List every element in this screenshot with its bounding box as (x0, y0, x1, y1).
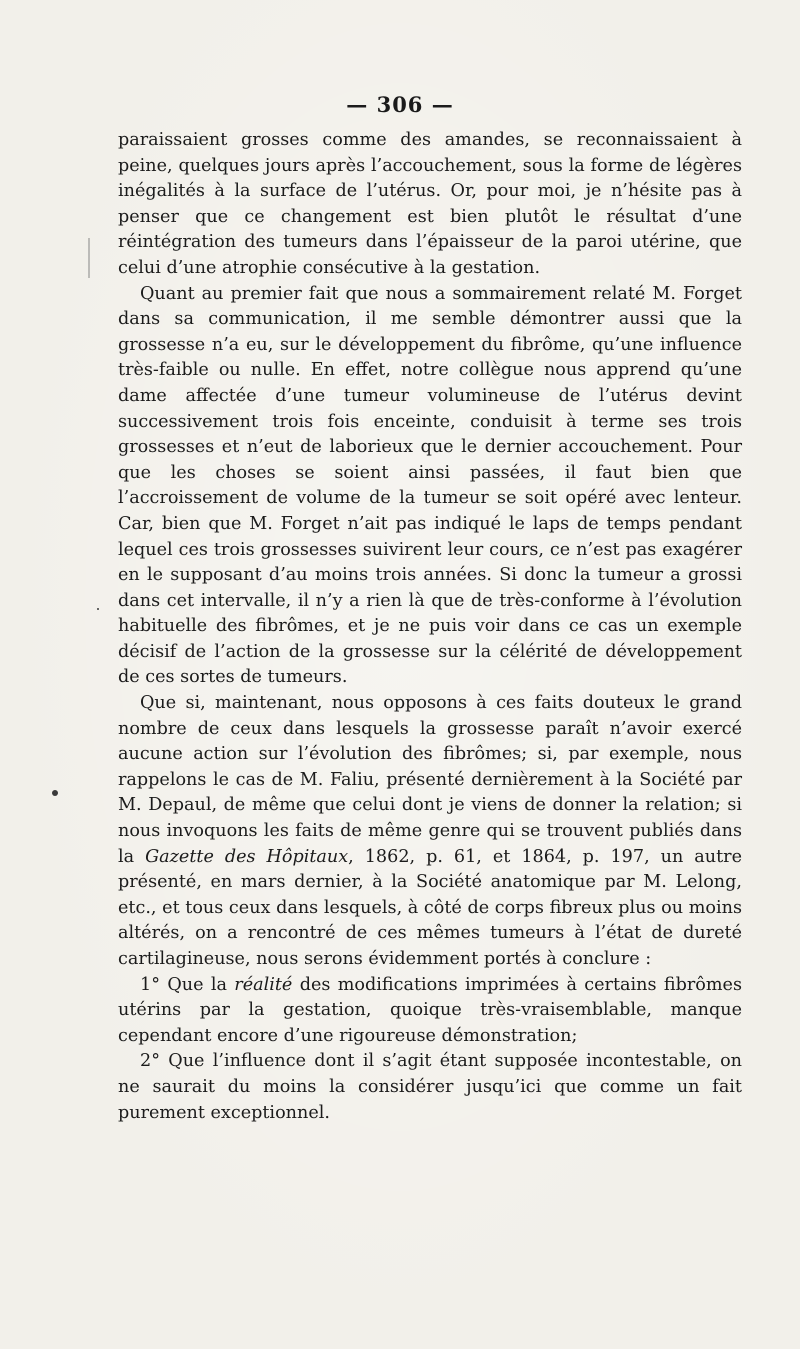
paragraph-3-text-after: , 1862, p. 61, et 1864, p. 197, un autre présenté, en mars dernier, à la Société anatomique par M. Lelong, etc., et tous ceux dans lesquels, à côté de corps fibreux plus ou moins altérés, on a rencontré de ces mêmes tumeurs à l’état de dureté cartilagineuse, nous serons évidemment portés à conclure : (118, 846, 742, 969)
conclusion-2 (118, 1049, 742, 1126)
page-number: — 306 — (346, 92, 454, 117)
paragraph-3 (118, 691, 742, 973)
paragraph-2 (118, 282, 742, 692)
conclusion-1 (118, 973, 742, 1050)
ink-speck (97, 608, 99, 610)
paragraph-3-text-before: Que si, maintenant, nous opposons à ces faits douteux le grand nombre de ceux dans lesquels la grossesse paraît n’avoir exercé aucune action sur l’évolution des fibrômes; si, par exemple, nous rappelons le cas de M. Faliu, présenté dernièrement à la Société par M. Depaul, de même que celui dont je viens de donner la relation; si nous invoquons les faits de même genre qui se trouvent publiés dans la (118, 693, 742, 867)
paragraph-2-text: Quant au premier fait que nous a sommairement relaté M. Forget dans sa communication, il me semble démontrer aussi que la grossesse n’a eu, sur le développement du fibrôme, qu’une influence très-faible ou nulle. En effet, notre collègue nous apprend qu’une dame affectée d’une tumeur volumineuse de l’utérus devint successivement trois fois enceinte, conduisit à terme ses trois grossesses et n’eut de laborieux que le dernier accouchement. Pour que les choses se soient ainsi passées, il faut bien que l’accroissement de volume de la tumeur se soit opéré avec lenteur. Car, bien que M. Forget n’ait pas indiqué le laps de temps pendant lequel ces trois grossesses suivirent leur cours, ce n’est pas exagérer en le supposant d’au moins trois années. Si donc la tumeur a grossi dans cet intervalle, il n’y a rien là que de très-conforme à l’évolution habituelle des fibrômes, et je ne puis voir dans ce cas un exemple décisif de l’action de la grossesse sur la célérité de développement de ces sortes de tumeurs. (118, 283, 742, 688)
conclusion-2-text: 2° Que l’influence dont il s’agit étant supposée incontestable, on ne saurait du moins la considérer jusqu’ici que comme un fait purement exceptionnel. (118, 1051, 742, 1123)
conclusion-1-text-after: des modifications imprimées à certains fibrômes utérins par la gestation, quoique très-vraisemblable, manque cependant encore d’une rigoureuse démonstration; (118, 974, 742, 1046)
conclusion-1-text-before: 1° Que la (140, 974, 235, 995)
paragraph-1-text: paraissaient grosses comme des amandes, se reconnaissaient à peine, quelques jours après l’accouchement, sous la forme de légères inégalités à la surface de l’utérus. Or, pour moi, je n’hésite pas à penser que ce changement est bien plutôt le résultat d’une réintégration des tumeurs dans l’épaisseur de la paroi utérine, que celui d’une atrophie consécutive à la gestation. (118, 130, 742, 278)
body-text (118, 128, 742, 1126)
conclusion-1-emphasis: réalité (234, 974, 293, 995)
margin-mark (88, 238, 90, 278)
paragraph-1 (118, 128, 742, 282)
journal-title: Gazette des Hôpitaux (145, 846, 349, 867)
ink-speck (52, 790, 58, 796)
